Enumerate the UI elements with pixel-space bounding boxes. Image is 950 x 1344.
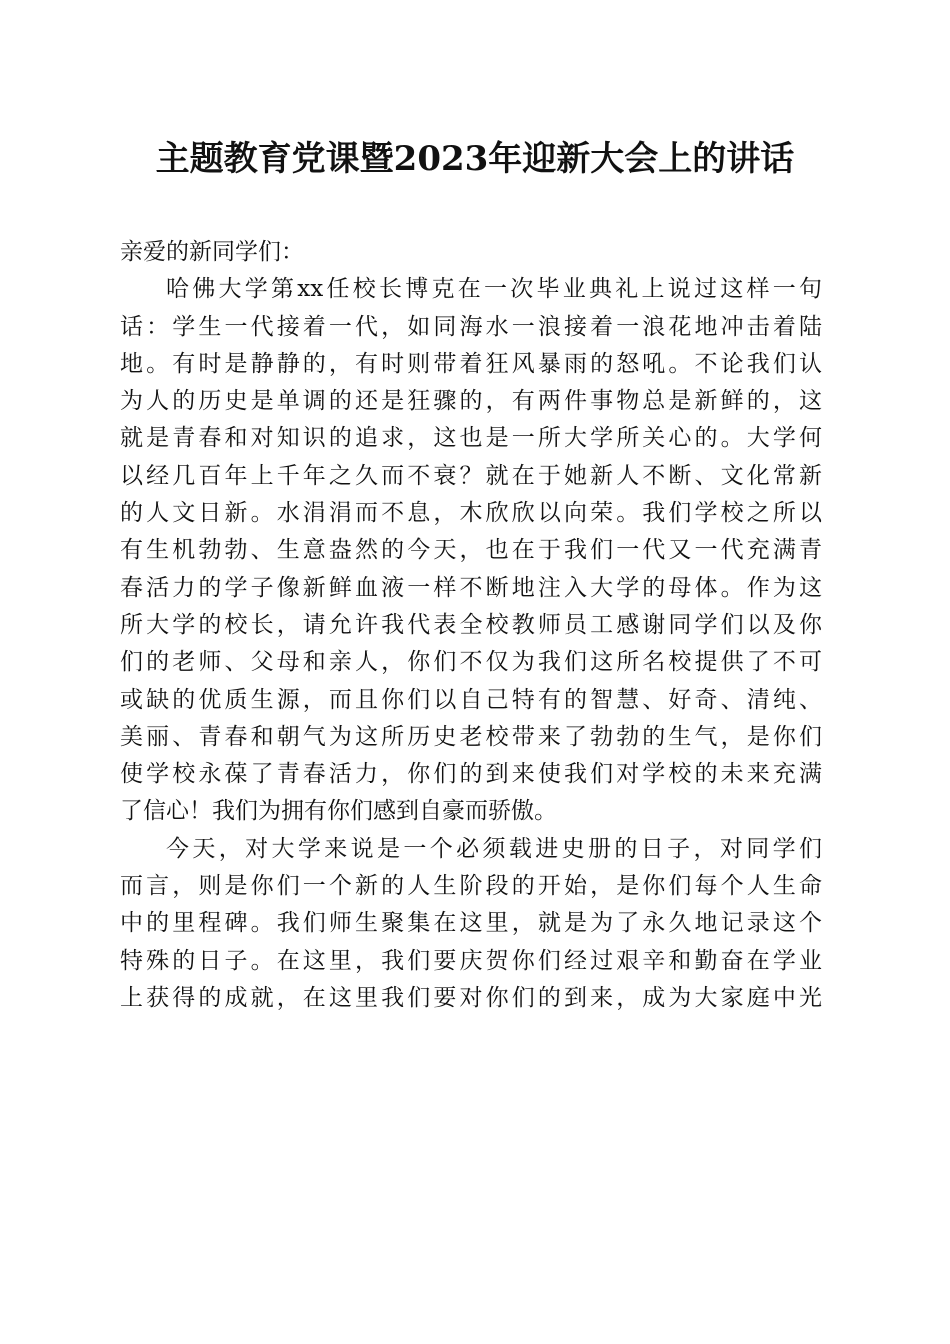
text-line: 或缺的优质生源，而且你们以自己特有的智慧、好奇、清纯、: [120, 686, 822, 713]
text-line: 春活力的学子像新鲜血液一样不断地注入大学的母体。作为这: [120, 574, 822, 601]
text-line: 中的里程碑。我们师生聚集在这里，就是为了永久地记录这个: [120, 910, 822, 937]
text-line: 就是青春和对知识的追求，这也是一所大学所关心的。大学何: [120, 425, 822, 452]
text-line: 上获得的成就，在这里我们要对你们的到来，成为大家庭中光: [120, 984, 822, 1011]
text-line: 了信心！我们为拥有你们感到自豪而骄傲。: [120, 798, 557, 825]
text-line: 美丽、青春和朝气为这所历史老校带来了勃勃的生气，是你们: [120, 723, 822, 750]
paragraph-2: [120, 831, 822, 1017]
text-line: 们的老师、父母和亲人，你们不仅为我们这所名校提供了不可: [120, 649, 822, 676]
greeting-line: 亲爱的新同学们：: [120, 239, 304, 265]
text-line: 的人文日新。水涓涓而不息，木欣欣以向荣。我们学校之所以: [120, 500, 822, 527]
text-line: 今天，对大学来说是一个必须载进史册的日子，对同学们: [166, 835, 822, 862]
paragraph-1: [120, 271, 822, 830]
text-line: 为人的历史是单调的还是狂骤的，有两件事物总是新鲜的，这: [120, 388, 822, 415]
text-line: 以经几百年上千年之久而不衰？就在于她新人不断、文化常新: [120, 462, 822, 489]
document-title: 主题教育党课暨2023年迎新大会上的讲话: [155, 139, 795, 179]
text-line: 所大学的校长，请允许我代表全校教师员工感谢同学们以及你: [120, 611, 822, 638]
text-line: 特殊的日子。在这里，我们要庆贺你们经过艰辛和勤奋在学业: [120, 947, 822, 974]
text-line: 哈佛大学第xx任校长博克在一次毕业典礼上说过这样一句: [166, 276, 822, 303]
text-line: 而言，则是你们一个新的人生阶段的开始，是你们每个人生命: [120, 873, 822, 900]
text-line: 使学校永葆了青春活力，你们的到来使我们对学校的未来充满: [120, 761, 822, 788]
text-line: 地。有时是静静的，有时则带着狂风暴雨的怒吼。不论我们认: [120, 350, 822, 377]
text-line: 话：学生一代接着一代，如同海水一浪接着一浪花地冲击着陆: [120, 313, 822, 340]
document-body: [120, 234, 822, 1017]
text-line: 有生机勃勃、生意盎然的今天，也在于我们一代又一代充满青: [120, 537, 822, 564]
